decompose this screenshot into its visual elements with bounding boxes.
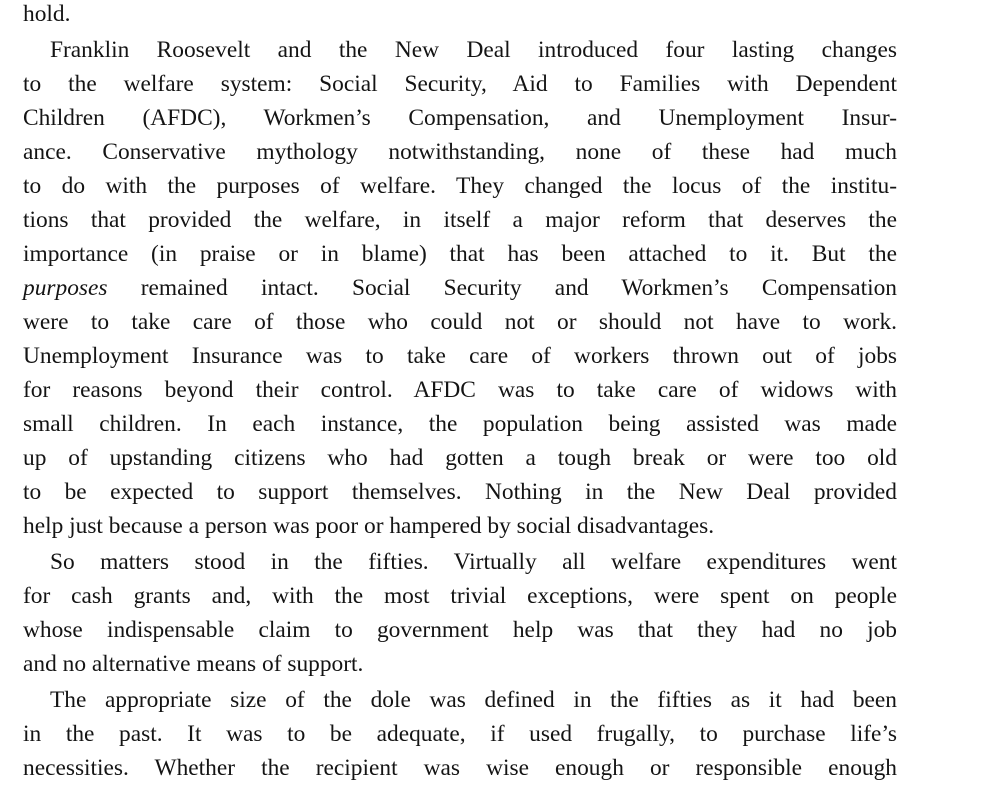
paragraph-line: help just because a person was poor or hampered by social disadvantages. (23, 513, 715, 539)
paragraph-line: to the welfare system: Social Security, Aid to Families with Dependent (23, 71, 897, 97)
paragraph-line (23, 271, 897, 305)
paragraph-line: in the past. It was to be adequate, if used frugally, to purchase life’s (23, 721, 897, 747)
italic-word-purposes: purposes (23, 275, 108, 301)
paragraph-line: to do with the purposes of welfare. They changed the locus of the institu- (23, 173, 897, 199)
paragraph-line: whose indispensable claim to government help was that they had no job (23, 617, 897, 643)
paragraph-line: for cash grants and, with the most trivial exceptions, were spent on people (23, 583, 897, 609)
paragraph-line: necessities. Whether the recipient was wise enough or responsible enough (23, 755, 897, 781)
paragraph-line: tions that provided the welfare, in itself a major reform that deserves the (23, 207, 897, 233)
line-remainder: remained intact. Social Security and Workmen’s Compensation (107, 275, 897, 301)
paragraph-line: small children. In each instance, the population being assisted was made (23, 411, 897, 437)
paragraph-line: The appropriate size of the dole was defined in the fifties as it had been (50, 687, 897, 713)
paragraph-line: were to take care of those who could not or should not have to work. (23, 309, 897, 335)
paragraph-line: Unemployment Insurance was to take care of workers thrown out of jobs (23, 343, 897, 369)
paragraph-line: So matters stood in the fifties. Virtually all welfare expenditures went (50, 549, 897, 575)
text-line-hold: hold. (23, 1, 71, 27)
paragraph-line: Children (AFDC), Workmen’s Compensation, and Unemployment Insur- (23, 105, 897, 131)
paragraph-line: Franklin Roosevelt and the New Deal introduced four lasting changes (50, 37, 897, 63)
paragraph-line: and no alternative means of support. (23, 651, 364, 677)
paragraph-line: importance (in praise or in blame) that has been attached to it. But the (23, 241, 897, 267)
paragraph-line: for reasons beyond their control. AFDC was to take care of widows with (23, 377, 897, 403)
paragraph-line: ance. Conservative mythology notwithstanding, none of these had much (23, 139, 897, 165)
paragraph-line: up of upstanding citizens who had gotten a tough break or were too old (23, 445, 897, 471)
paragraph-line: to be expected to support themselves. Nothing in the New Deal provided (23, 479, 897, 505)
